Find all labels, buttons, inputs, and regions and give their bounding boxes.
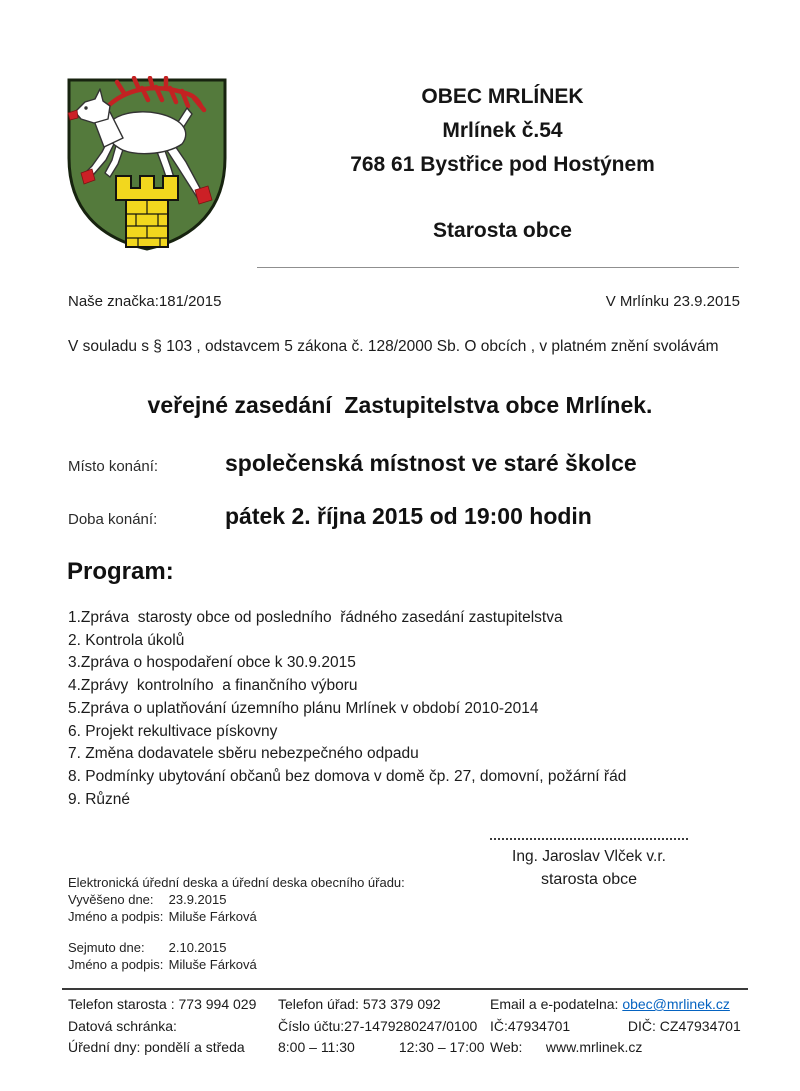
email-link[interactable]: obec@mrlinek.cz — [622, 996, 730, 1012]
office-hours — [278, 1037, 485, 1059]
letterhead — [260, 80, 745, 248]
official-board-block — [68, 874, 405, 973]
removed-name-value: Miluše Fárková — [168, 957, 257, 972]
posted-signature-row — [68, 908, 405, 925]
place-label: Místo konání: — [68, 458, 159, 475]
office-hours-morning: 8:00 – 11:30 — [278, 1039, 355, 1055]
coat-of-arms — [64, 76, 230, 254]
intro-paragraph: V souladu s § 103 , odstavcem 5 zákona č. 128/2000 Sb. O obcích , v platném znění svolávám — [68, 338, 719, 355]
mayor-phone: Telefon starosta : 773 994 029 — [68, 996, 257, 1012]
footer-column-online — [490, 994, 741, 1059]
program-item: 5.Zpráva o uplatňování územního plánu Mrlínek v období 2010-2014 — [68, 699, 539, 717]
web-row — [490, 1037, 741, 1059]
signature-role: starosta obce — [540, 871, 638, 888]
posted-date-row — [68, 891, 405, 908]
place-date: V Mrlínku 23.9.2015 — [605, 293, 740, 310]
reference-row — [68, 293, 740, 310]
removed-name-label: Jméno a podpis: — [68, 957, 164, 972]
place-value: společenská místnost ve staré školce — [225, 450, 637, 476]
removed-signature-row — [68, 956, 405, 973]
meeting-title: veřejné zasedání Zastupitelstva obce Mrlínek. — [147, 392, 653, 418]
registration-row — [490, 1016, 741, 1038]
footer-divider — [62, 988, 748, 990]
removed-date-value: 2.10.2015 — [168, 940, 227, 955]
removed-date-label: Sejmuto dne: — [68, 940, 145, 955]
posted-name-value: Miluše Fárková — [168, 909, 257, 924]
databox-label: Datová schránka: — [68, 1017, 177, 1034]
org-role: Starosta obce — [433, 219, 572, 242]
org-address-line1: Mrlínek č.54 — [442, 119, 563, 142]
reference-number: Naše značka:181/2015 — [68, 293, 222, 310]
email-label: Email a e-podatelna: — [490, 996, 623, 1012]
program-heading: Program: — [67, 558, 174, 585]
program-item: 7. Změna dodavatele sběru nebezpečného odpadu — [68, 745, 419, 763]
signature-name: Ing. Jaroslav Vlček v.r. — [512, 848, 666, 865]
program-item: 9. Různé — [68, 790, 131, 808]
coat-of-arms-graphic — [64, 76, 230, 254]
board-spacer — [68, 925, 405, 939]
email-row — [490, 994, 741, 1016]
office-days: Úřední dny: pondělí a středa — [68, 1039, 245, 1055]
posted-date-value: 23.9.2015 — [168, 892, 227, 907]
org-address-line2: 768 61 Bystřice pod Hostýnem — [350, 153, 655, 176]
program-item: 2. Kontrola úkolů — [68, 631, 185, 649]
bank-account: Číslo účtu:27-1479280247/0100 — [278, 1017, 478, 1034]
office-phone: Telefon úřad: 573 379 092 — [278, 996, 441, 1012]
time-value: pátek 2. října 2015 od 19:00 hodin — [225, 503, 592, 529]
program-item: 4.Zprávy kontrolního a finančního výboru — [68, 677, 358, 695]
org-name: OBEC MRLÍNEK — [421, 85, 584, 108]
posted-name-label: Jméno a podpis: — [68, 909, 164, 924]
footer-column-contacts — [68, 994, 256, 1059]
web-label: Web: — [490, 1039, 523, 1055]
header-divider — [257, 267, 739, 268]
time-label: Doba konání: — [68, 511, 158, 528]
removed-date-row — [68, 939, 405, 956]
signature-dotted-line — [490, 838, 688, 840]
program-item: 1.Zpráva starosty obce od posledního řádného zasedání zastupitelstva — [68, 609, 563, 626]
program-item: 6. Projekt rekultivace pískovny — [68, 722, 278, 740]
web-url: www.mrlinek.cz — [545, 1039, 643, 1055]
board-heading: Elektronická úřední deska a úřední deska obecního úřadu: — [68, 875, 405, 890]
ic-number: IČ:47934701 — [490, 1017, 571, 1034]
stag-eye — [84, 106, 87, 109]
program-item: 8. Podmínky ubytování občanů bez domova v domě čp. 27, domovní, požární řád — [68, 767, 627, 785]
office-hours-afternoon: 12:30 – 17:00 — [398, 1039, 485, 1055]
dic-number: DIČ: CZ47934701 — [627, 1017, 741, 1034]
program-item: 3.Zpráva o hospodaření obce k 30.9.2015 — [68, 654, 356, 672]
program-list — [68, 607, 768, 811]
posted-date-label: Vyvěšeno dne: — [68, 892, 154, 907]
footer-column-office — [278, 994, 485, 1059]
